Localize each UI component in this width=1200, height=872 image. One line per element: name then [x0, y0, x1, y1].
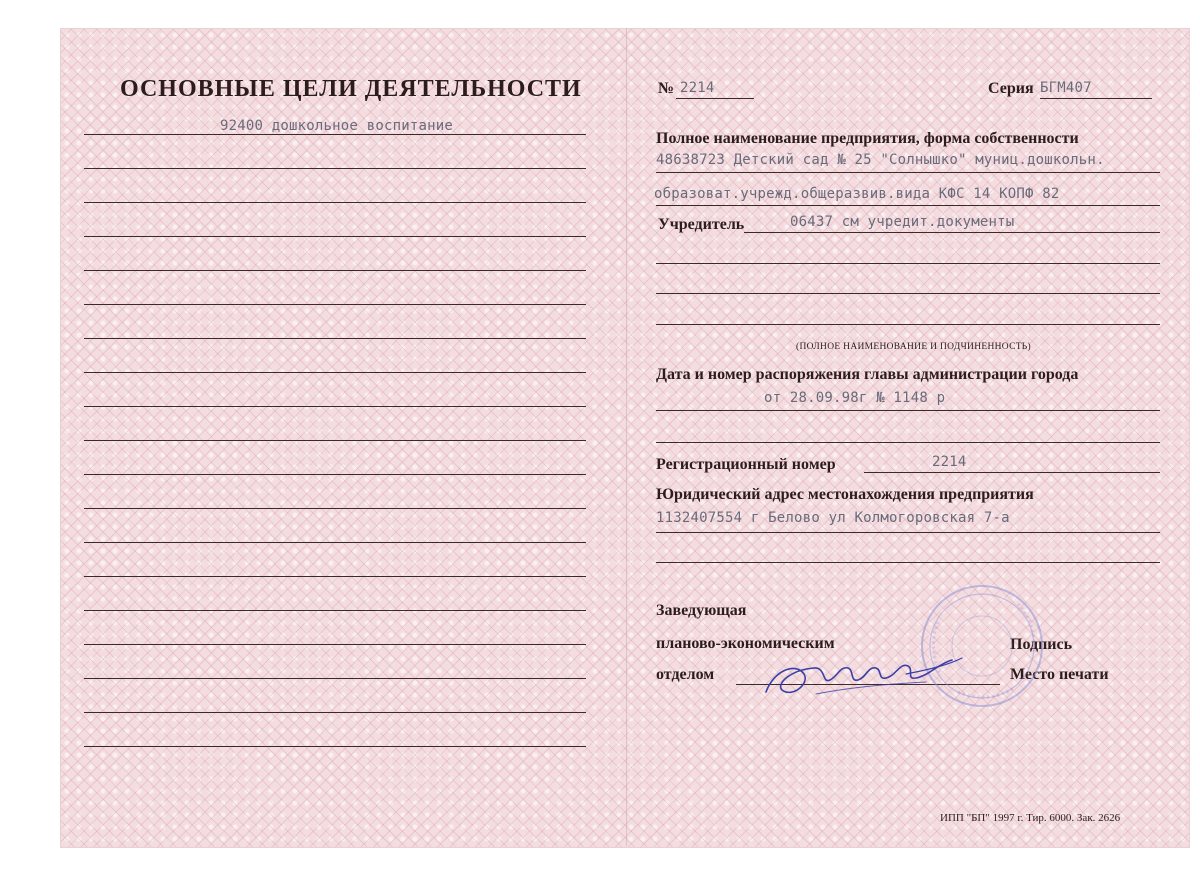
page-fold	[626, 28, 627, 846]
left-rule	[84, 746, 586, 747]
reg-number-value: 2214	[932, 454, 967, 470]
signature-label: Подпись	[1010, 636, 1073, 653]
left-rule	[84, 644, 586, 645]
founder-caption: (ПОЛНОЕ НАИМЕНОВАНИЕ И ПОДЧИНЕННОСТЬ)	[796, 342, 1032, 352]
founder-value: 06437 см учредит.документы	[790, 214, 1015, 230]
series-underline	[1040, 98, 1152, 99]
decree-rule-2	[656, 442, 1160, 443]
number-value: 2214	[680, 80, 715, 96]
founder-rule-2	[656, 263, 1160, 264]
reg-number-label: Регистрационный номер	[656, 456, 836, 473]
left-rule	[84, 202, 586, 203]
number-underline	[676, 98, 754, 99]
left-rule	[84, 678, 586, 679]
activity-text: 92400 дошкольное воспитание	[220, 118, 453, 134]
full-name-rule-2	[656, 205, 1160, 206]
left-rule	[84, 236, 586, 237]
reg-number-rule	[864, 472, 1160, 473]
left-rule	[84, 406, 586, 407]
certificate-sheet	[60, 28, 1190, 848]
series-label: Серия	[988, 80, 1034, 97]
founder-rule-4	[656, 324, 1160, 325]
address-value: 1132407554 г Белово ул Колмогоровская 7-а	[656, 510, 1010, 526]
head-label-1: Заведующая	[656, 602, 747, 619]
full-name-rule-1	[656, 172, 1160, 173]
left-rule	[84, 168, 586, 169]
left-rule	[84, 304, 586, 305]
left-rule	[84, 474, 586, 475]
founder-rule-1	[744, 232, 1160, 233]
left-rule	[84, 508, 586, 509]
left-rule	[84, 134, 586, 135]
address-label: Юридический адрес местонахождения предприятия	[656, 486, 1034, 503]
seal-label: Место печати	[1010, 666, 1109, 683]
number-label: №	[658, 80, 675, 97]
left-rule	[84, 440, 586, 441]
handwritten-signature-icon	[756, 640, 970, 710]
head-label-2: планово-экономическим	[656, 635, 835, 652]
left-rule	[84, 712, 586, 713]
left-rule	[84, 338, 586, 339]
founder-rule-3	[656, 293, 1160, 294]
founder-label: Учредитель	[658, 216, 745, 233]
left-rule	[84, 270, 586, 271]
left-page-title: ОСНОВНЫЕ ЦЕЛИ ДЕЯТЕЛЬНОСТИ	[120, 76, 582, 102]
full-name-line2: образоват.учрежд.общеразвив.вида КФС 14 КОПФ 82	[654, 186, 1060, 202]
left-rule	[84, 372, 586, 373]
address-rule-2	[656, 562, 1160, 563]
left-rule	[84, 542, 586, 543]
decree-label: Дата и номер распоряжения главы администрации города	[656, 366, 1079, 383]
left-rule	[84, 610, 586, 611]
decree-rule-1	[656, 410, 1160, 411]
decree-value: от 28.09.98г № 1148 р	[764, 390, 946, 406]
printer-info: ИПП "БП" 1997 г. Тир. 6000. Зак. 2626	[940, 812, 1121, 824]
full-name-line1: 48638723 Детский сад № 25 "Солнышко" муниц.дошкольн.	[656, 152, 1105, 168]
left-rule	[84, 576, 586, 577]
address-rule-1	[656, 532, 1160, 533]
head-label-3: отделом	[656, 666, 715, 683]
series-value: БГМ407	[1040, 80, 1092, 96]
full-name-label: Полное наименование предприятия, форма собственности	[656, 130, 1079, 147]
